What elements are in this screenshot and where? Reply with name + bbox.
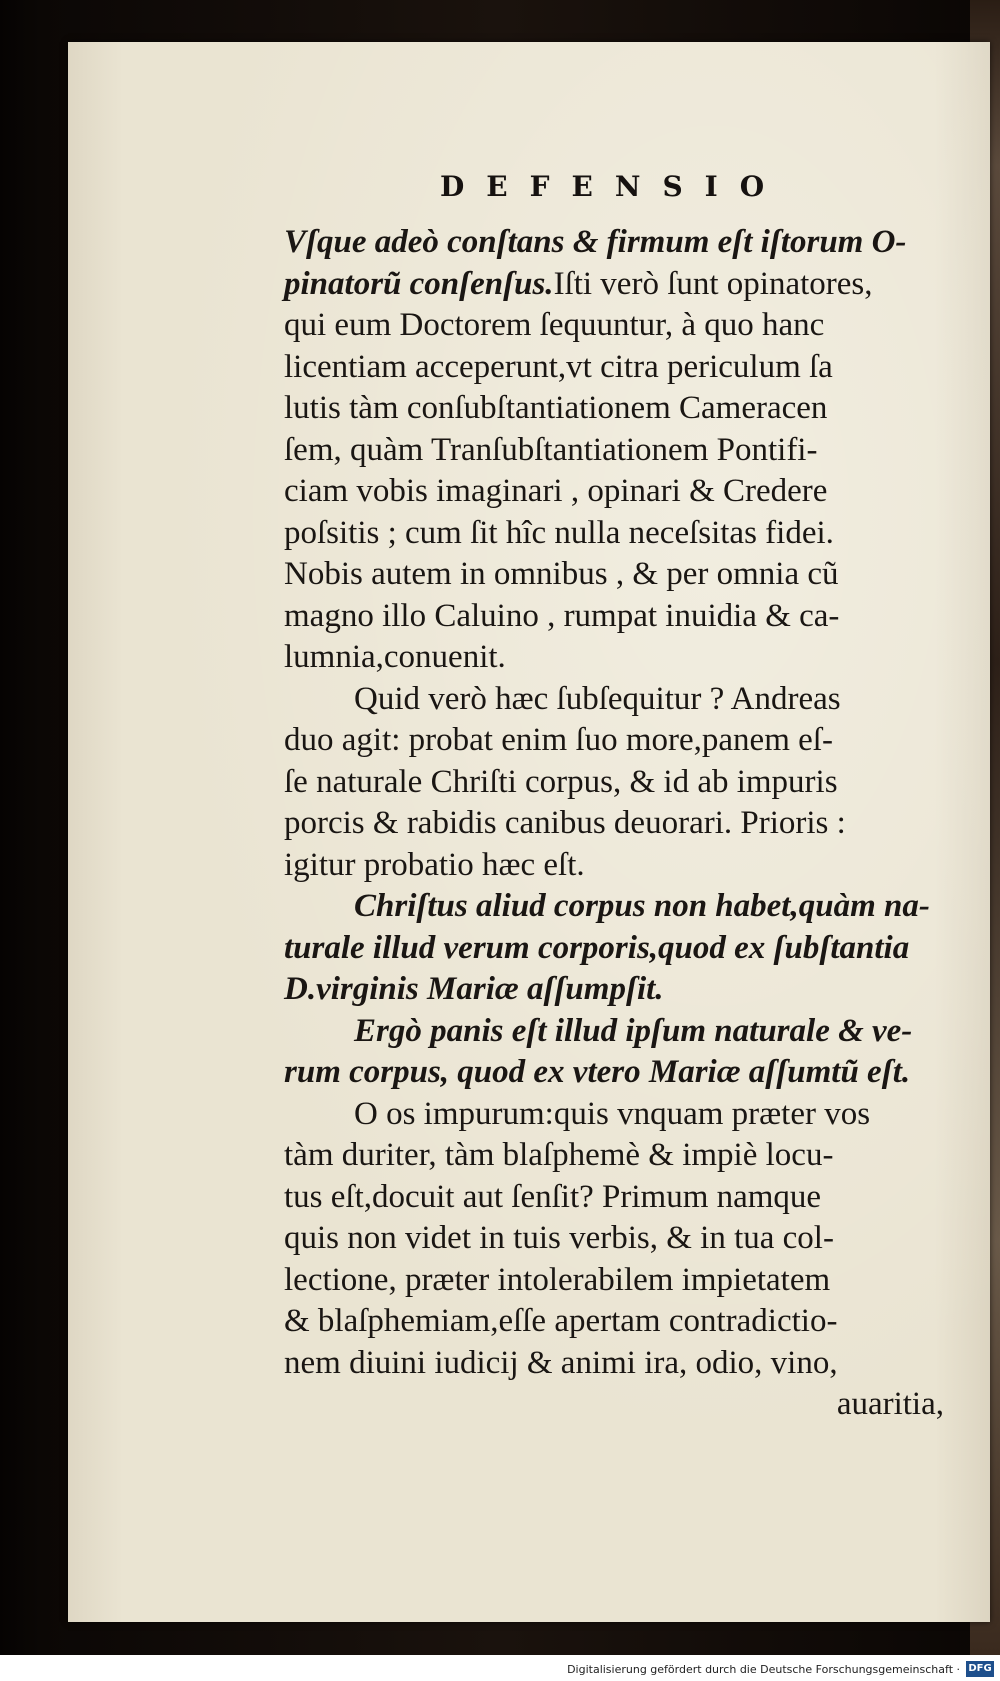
text-line: tus eſt,docuit aut ſenſit? Primum namque xyxy=(284,1178,822,1215)
text-line: igitur probatio hæc eſt. xyxy=(284,846,585,883)
text-line: lumnia,conuenit. xyxy=(284,639,506,675)
text-line: licentiam acceperunt,vt citra periculum ſa xyxy=(284,348,833,385)
text-line: tàm duriter, tàm blaſphemè & impiè locu- xyxy=(284,1137,834,1173)
text-line: D.virginis Mariæ aſſumpſit. xyxy=(284,971,664,1007)
body-text xyxy=(284,222,954,1426)
text-line: ſem, quàm Tranſubſtantiationem Pontifi- xyxy=(284,431,818,468)
text-line: nem diuini iudicij & animi ira, odio, vino, xyxy=(284,1344,838,1381)
text-line: ciam vobis imaginari , opinari & Credere xyxy=(284,473,828,509)
text-line: auaritia, xyxy=(836,1386,944,1422)
text-line: duo agit: probat enim ſuo more,panem eſ- xyxy=(284,722,833,758)
text-line: Quid verò hæc ſubſequitur ? Andreas xyxy=(354,680,841,717)
text-line: porcis & rabidis canibus deuorari. Prioris : xyxy=(284,805,846,841)
digitization-credit: Digitalisierung gefördert durch die Deutsche Forschungsgemeinschaft · xyxy=(567,1663,960,1676)
text-line: lectione, præter intolerabilem impietatem xyxy=(284,1261,831,1298)
italic-segment: pinatorũ conſenſus. xyxy=(284,265,554,302)
text-line: magno illo Caluino , rumpat inuidia & ca- xyxy=(284,597,840,634)
text-line: & blaſphemiam,eſſe apertam contradictio- xyxy=(284,1303,838,1339)
text-line: Chriſtus aliud corpus non habet,quàm na- xyxy=(354,888,930,924)
roman-segment: Iſti verò ſunt opinatores, xyxy=(553,265,873,302)
text-line: Vſque adeò conſtans & firmum eſt iſtorum O- xyxy=(284,224,907,260)
text-line: quis non videt in tuis verbis, & in tua col- xyxy=(284,1220,834,1256)
text-line: turale illud verum corporis,quod ex ſubſtantia xyxy=(284,929,910,966)
footer-bar xyxy=(0,1655,1000,1681)
running-header: DEFENSIO xyxy=(440,170,787,203)
text-line: Ergò panis eſt illud ipſum naturale & ve- xyxy=(354,1012,913,1049)
text-line: ſe naturale Chriſti corpus, & id ab impuris xyxy=(284,763,838,800)
dfg-logo: DFG xyxy=(966,1661,994,1677)
text-line: qui eum Doctorem ſequuntur, à quo hanc xyxy=(284,307,825,343)
text-line: lutis tàm conſubſtantiationem Cameracen xyxy=(284,390,828,426)
text-line: poſsitis ; cum ſit hîc nulla neceſsitas fidei. xyxy=(284,514,834,551)
text-line: rum corpus, quod ex vtero Mariæ aſſumtũ eſt. xyxy=(284,1054,911,1090)
text-line: Nobis autem in omnibus , & per omnia cũ xyxy=(284,556,839,592)
text-line: O os impurum:quis vnquam præter vos xyxy=(354,1095,871,1132)
text-line xyxy=(284,264,954,306)
